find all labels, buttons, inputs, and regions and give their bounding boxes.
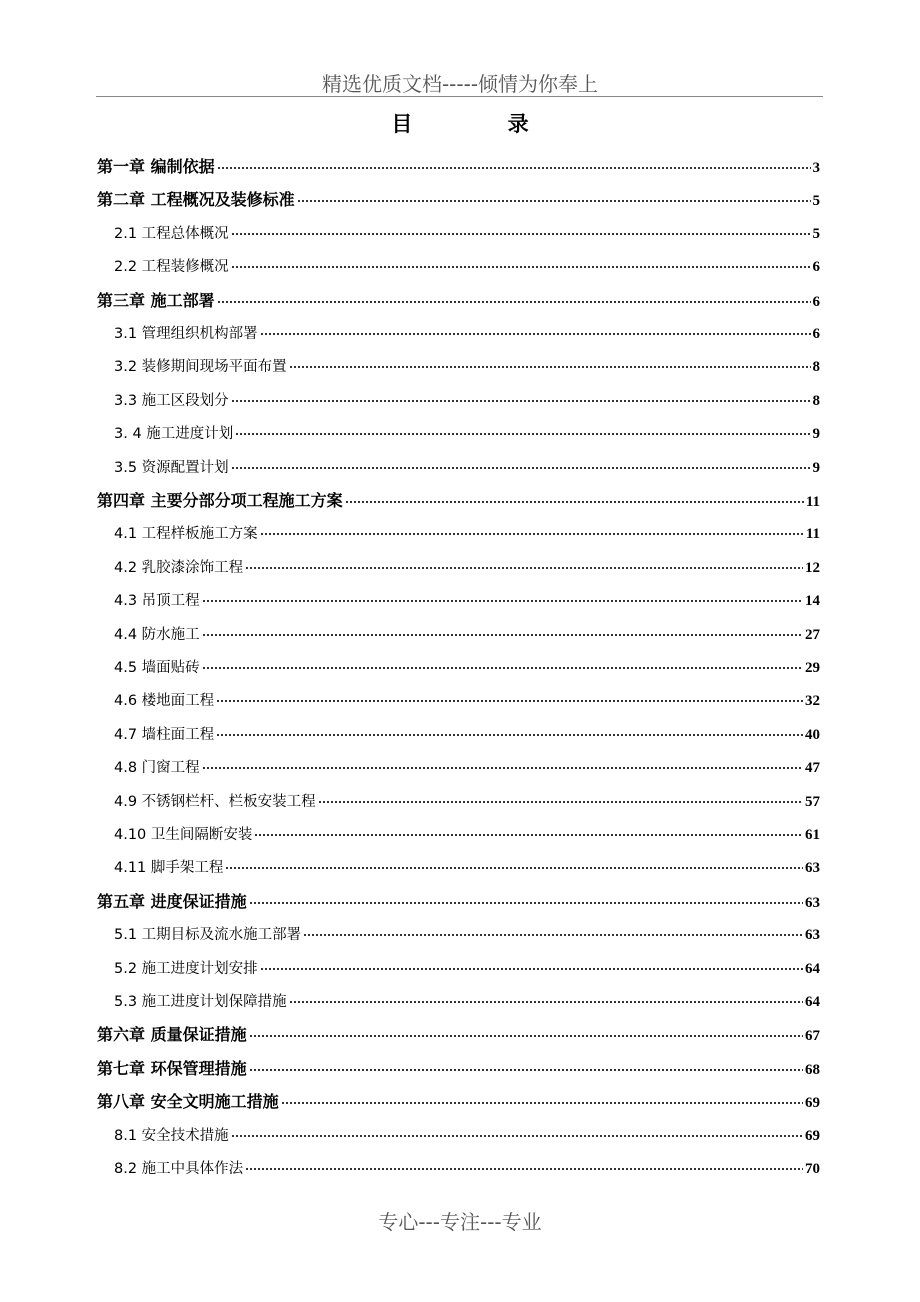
toc-entry[interactable] bbox=[97, 1057, 820, 1081]
dot-leader bbox=[202, 767, 803, 769]
toc-entry[interactable] bbox=[114, 957, 820, 981]
toc-entry-page-number: 63 bbox=[805, 860, 820, 876]
toc-entry-label: 2.1 工程总体概况 bbox=[114, 226, 229, 242]
toc-entry-label: 第三章 施工部署 bbox=[97, 291, 215, 310]
dot-leader bbox=[245, 1168, 803, 1170]
dot-leader bbox=[281, 1102, 803, 1104]
toc-entry[interactable] bbox=[114, 355, 820, 379]
toc-entry[interactable] bbox=[114, 1124, 820, 1148]
toc-entry-label: 5.3 施工进度计划保障措施 bbox=[114, 994, 287, 1010]
dot-leader bbox=[231, 233, 811, 235]
toc-entry-label: 3.3 施工区段划分 bbox=[114, 393, 229, 409]
toc-entry-label: 4.10 卫生间隔断安装 bbox=[114, 827, 253, 843]
dot-leader bbox=[260, 333, 811, 335]
toc-entry-page-number: 69 bbox=[805, 1095, 820, 1111]
toc-entry-page-number: 47 bbox=[805, 760, 820, 776]
toc-entry-label: 8.2 施工中具体作法 bbox=[114, 1161, 244, 1177]
toc-entry[interactable] bbox=[114, 456, 820, 480]
dot-leader bbox=[225, 867, 803, 869]
toc-entry-page-number: 9 bbox=[812, 426, 820, 442]
toc-entry[interactable] bbox=[114, 322, 820, 346]
dot-leader bbox=[260, 968, 803, 970]
toc-entry[interactable] bbox=[114, 222, 820, 246]
toc-entry-page-number: 32 bbox=[805, 693, 820, 709]
page-header: 精选优质文档-----倾情为你奉上 bbox=[321, 72, 599, 96]
toc-entry-label: 4.9 不锈钢栏杆、栏板安装工程 bbox=[114, 794, 316, 810]
toc-entry-label: 4.7 墙柱面工程 bbox=[114, 727, 215, 743]
dot-leader bbox=[202, 667, 803, 669]
toc-entry[interactable] bbox=[97, 489, 820, 513]
toc-entry-label: 第六章 质量保证措施 bbox=[97, 1025, 247, 1044]
toc-entry-label: 4.2 乳胶漆涂饰工程 bbox=[114, 560, 244, 576]
toc-entry-page-number: 14 bbox=[805, 593, 820, 609]
toc-entry-label: 3.2 装修期间现场平面布置 bbox=[114, 359, 287, 375]
toc-entry[interactable] bbox=[97, 1023, 820, 1047]
dot-leader bbox=[260, 533, 804, 535]
dot-leader bbox=[289, 366, 811, 368]
toc-entry-page-number: 69 bbox=[805, 1128, 820, 1144]
toc-entry[interactable] bbox=[114, 656, 820, 680]
toc-entry-page-number: 5 bbox=[812, 193, 820, 209]
toc-entry-label: 3.1 管理组织机构部署 bbox=[114, 326, 258, 342]
toc-entry-page-number: 68 bbox=[805, 1062, 820, 1078]
toc-entry-page-number: 9 bbox=[812, 460, 820, 476]
toc-entry[interactable] bbox=[97, 890, 820, 914]
toc-entry-label: 4.11 脚手架工程 bbox=[114, 860, 224, 876]
toc-entry-page-number: 70 bbox=[805, 1161, 820, 1177]
dot-leader bbox=[217, 301, 811, 303]
dot-leader bbox=[254, 834, 803, 836]
toc-entry-page-number: 40 bbox=[805, 727, 820, 743]
toc-title: 目 录 bbox=[391, 112, 573, 136]
toc-entry-page-number: 29 bbox=[805, 660, 820, 676]
dot-leader bbox=[235, 433, 810, 435]
toc-entry-page-number: 3 bbox=[812, 160, 820, 176]
toc-entry-label: 第八章 安全文明施工措施 bbox=[97, 1092, 279, 1111]
dot-leader bbox=[303, 934, 803, 936]
toc-entry-page-number: 12 bbox=[805, 560, 820, 576]
toc-entry[interactable] bbox=[114, 723, 820, 747]
toc-entry-label: 4.6 楼地面工程 bbox=[114, 693, 215, 709]
toc-entry[interactable] bbox=[114, 790, 820, 814]
toc-entry-label: 4.3 吊顶工程 bbox=[114, 593, 200, 609]
toc-entry[interactable] bbox=[114, 422, 820, 446]
dot-leader bbox=[216, 734, 803, 736]
toc-entry-label: 第四章 主要分部分项工程施工方案 bbox=[97, 491, 343, 510]
toc-entry-label: 5.2 施工进度计划安排 bbox=[114, 961, 258, 977]
toc-entry-label: 4.8 门窗工程 bbox=[114, 760, 200, 776]
dot-leader bbox=[231, 467, 811, 469]
toc-entry-page-number: 8 bbox=[812, 359, 820, 375]
toc-entry-page-number: 8 bbox=[812, 393, 820, 409]
toc-entry-page-number: 57 bbox=[805, 794, 820, 810]
toc-entry[interactable] bbox=[97, 289, 820, 313]
toc-entry-label: 第七章 环保管理措施 bbox=[97, 1059, 247, 1078]
toc-entry[interactable] bbox=[114, 856, 820, 880]
dot-leader bbox=[202, 634, 803, 636]
toc-entry[interactable] bbox=[114, 255, 820, 279]
toc-entry-label: 第二章 工程概况及装修标准 bbox=[97, 190, 295, 209]
dot-leader bbox=[217, 167, 811, 169]
toc-entry-page-number: 64 bbox=[805, 961, 820, 977]
toc-entry-page-number: 6 bbox=[812, 294, 820, 310]
toc-entry[interactable] bbox=[114, 923, 820, 947]
toc-entry[interactable] bbox=[114, 1157, 820, 1181]
dot-leader bbox=[231, 400, 811, 402]
toc-entry-label: 5.1 工期目标及流水施工部署 bbox=[114, 927, 302, 943]
toc-entry-label: 4.5 墙面贴砖 bbox=[114, 660, 200, 676]
dot-leader bbox=[345, 501, 804, 503]
toc-entry[interactable] bbox=[97, 155, 820, 179]
dot-leader bbox=[245, 567, 803, 569]
toc-entry-page-number: 27 bbox=[805, 627, 820, 643]
toc-entry-page-number: 6 bbox=[812, 326, 820, 342]
toc-entry[interactable] bbox=[114, 756, 820, 780]
toc-entry-label: 第五章 进度保证措施 bbox=[97, 892, 247, 911]
toc-entry[interactable] bbox=[114, 556, 820, 580]
toc-entry[interactable] bbox=[114, 689, 820, 713]
toc-entry[interactable] bbox=[97, 1090, 820, 1114]
dot-leader bbox=[289, 1001, 803, 1003]
dot-leader bbox=[202, 600, 803, 602]
toc-entry-page-number: 5 bbox=[812, 226, 820, 242]
toc-entry-label: 8.1 安全技术措施 bbox=[114, 1128, 229, 1144]
toc-entry-label: 4.1 工程样板施工方案 bbox=[114, 526, 258, 542]
toc-entry-page-number: 11 bbox=[805, 494, 820, 510]
dot-leader bbox=[249, 902, 803, 904]
toc-entry-page-number: 6 bbox=[812, 259, 820, 275]
toc-entry[interactable] bbox=[114, 990, 820, 1014]
toc-entry-page-number: 64 bbox=[805, 994, 820, 1010]
toc-entry[interactable] bbox=[114, 589, 820, 613]
toc-entry[interactable] bbox=[97, 188, 820, 212]
toc-entry-page-number: 67 bbox=[805, 1028, 820, 1044]
page-footer: 专心---专注---专业 bbox=[378, 1210, 542, 1234]
toc-entry[interactable] bbox=[114, 823, 820, 847]
dot-leader bbox=[216, 700, 803, 702]
dot-leader bbox=[249, 1069, 803, 1071]
toc-entry-page-number: 63 bbox=[805, 895, 820, 911]
toc-entry-label: 4.4 防水施工 bbox=[114, 627, 200, 643]
toc-entry-page-number: 61 bbox=[805, 827, 820, 843]
dot-leader bbox=[297, 200, 811, 202]
toc-entry-label: 第一章 编制依据 bbox=[97, 157, 215, 176]
toc-entry[interactable] bbox=[114, 623, 820, 647]
dot-leader bbox=[249, 1035, 803, 1037]
toc-entry-label: 3.5 资源配置计划 bbox=[114, 460, 229, 476]
toc-entry[interactable] bbox=[114, 389, 820, 413]
toc-entry-page-number: 63 bbox=[805, 927, 820, 943]
toc-entry-label: 3. 4 施工进度计划 bbox=[114, 426, 234, 442]
dot-leader bbox=[231, 1135, 803, 1137]
toc-entry-page-number: 11 bbox=[805, 526, 820, 542]
toc-entry[interactable] bbox=[114, 522, 820, 546]
dot-leader bbox=[318, 801, 803, 803]
dot-leader bbox=[231, 266, 811, 268]
toc-entry-label: 2.2 工程装修概况 bbox=[114, 259, 229, 275]
